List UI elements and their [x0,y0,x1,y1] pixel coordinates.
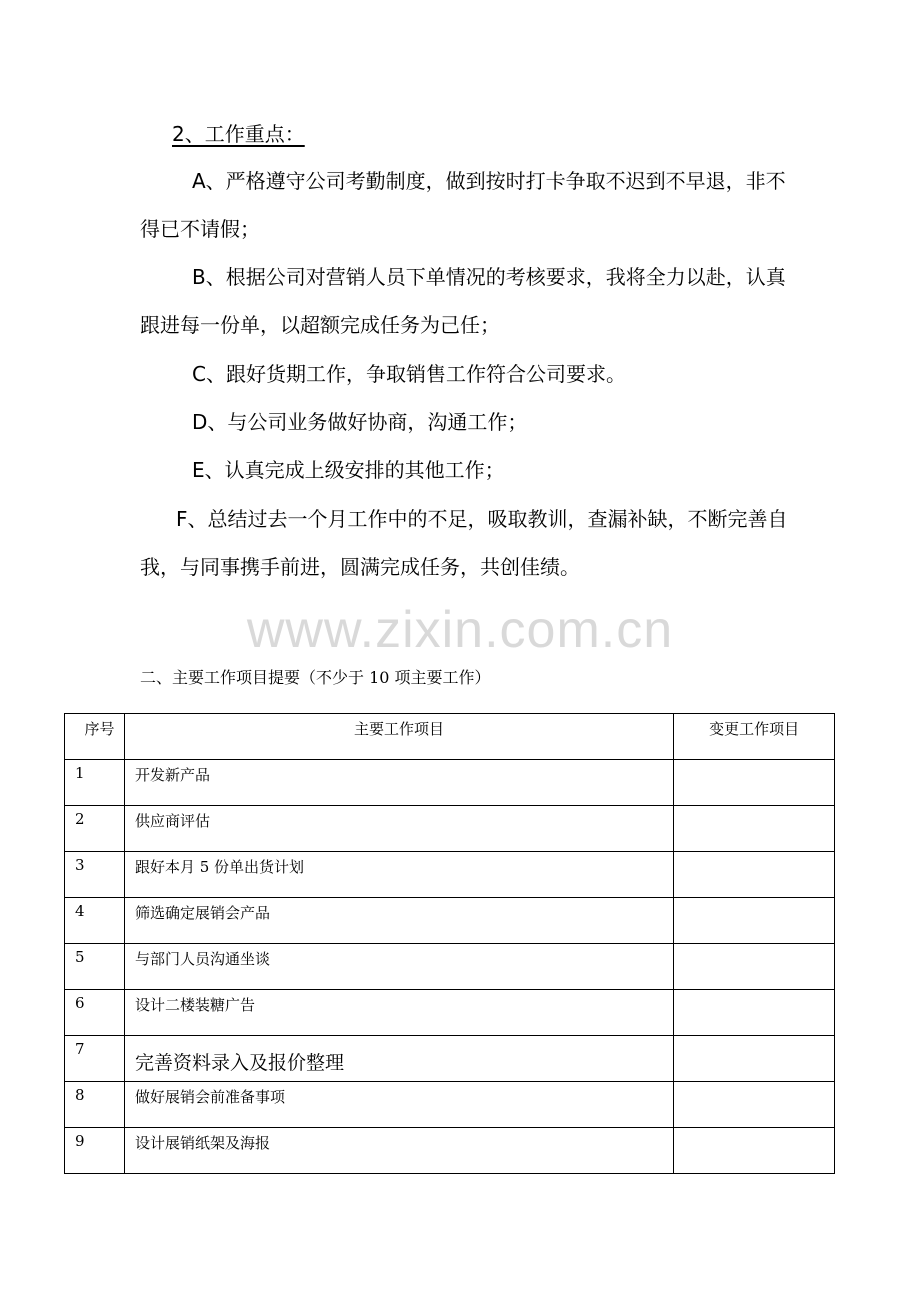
row-changed-project [674,1128,835,1174]
row-main-project: 跟好本月 5 份单出货计划 [124,852,673,898]
work-focus-item-e: E、认真完成上级安排的其他工作； [192,458,505,482]
row-main-project: 与部门人员沟通坐谈 [124,944,673,990]
watermark: www.zixin.com.cn [246,601,674,659]
work-focus-item-a: A、严格遵守公司考勤制度，做到按时打卡争取不迟到不早退，非不得已不请假； [140,169,786,241]
row-main-project: 设计展销纸架及海报 [124,1128,673,1174]
table-row [65,760,835,806]
row-main-project: 筛选确定展销会产品 [124,898,673,944]
table-row [65,990,835,1036]
row-main-project: 供应商评估 [124,806,673,852]
work-focus-heading: 2、工作重点： [172,122,305,146]
row-number: 3 [65,852,125,898]
row-changed-project [674,806,835,852]
row-main-project: 完善资料录入及报价整理 [124,1036,673,1082]
row-number: 1 [65,760,125,806]
row-changed-project [674,944,835,990]
row-number: 8 [65,1082,125,1128]
row-number: 6 [65,990,125,1036]
row-changed-project [674,898,835,944]
table-row [65,1128,835,1174]
table-header-row [65,714,835,760]
row-changed-project [674,760,835,806]
projects-section-title: 二、主要工作项目提要（不少于 10 项主要工作） [140,668,491,687]
work-focus-item-c: C、跟好货期工作，争取销售工作符合公司要求。 [192,362,626,386]
table-row [65,806,835,852]
row-number: 7 [65,1036,125,1082]
work-focus-item-b: B、根据公司对营销人员下单情况的考核要求，我将全力以赴，认真跟进每一份单，以超额完成任务为己任； [140,265,786,337]
table-row [65,898,835,944]
row-changed-project [674,1036,835,1082]
row-number: 5 [65,944,125,990]
row-changed-project [674,990,835,1036]
table-row [65,1036,835,1082]
row-number: 2 [65,806,125,852]
row-number: 4 [65,898,125,944]
row-main-project: 开发新产品 [124,760,673,806]
row-main-project: 设计二楼装糖广告 [124,990,673,1036]
row-changed-project [674,852,835,898]
table-row [65,1082,835,1128]
row-number: 9 [65,1128,125,1174]
header-changed-project: 变更工作项目 [674,714,835,760]
projects-table [64,713,835,1174]
header-number: 序号 [65,714,125,760]
header-main-project: 主要工作项目 [124,714,673,760]
row-changed-project [674,1082,835,1128]
work-focus-item-f: F、总结过去一个月工作中的不足，吸取教训，查漏补缺，不断完善自我，与同事携手前进，圆满完成任务，共创佳绩。 [140,507,788,579]
row-main-project: 做好展销会前准备事项 [124,1082,673,1128]
table-row [65,944,835,990]
work-focus-item-d: D、与公司业务做好协商，沟通工作； [192,410,528,434]
table-row [65,852,835,898]
